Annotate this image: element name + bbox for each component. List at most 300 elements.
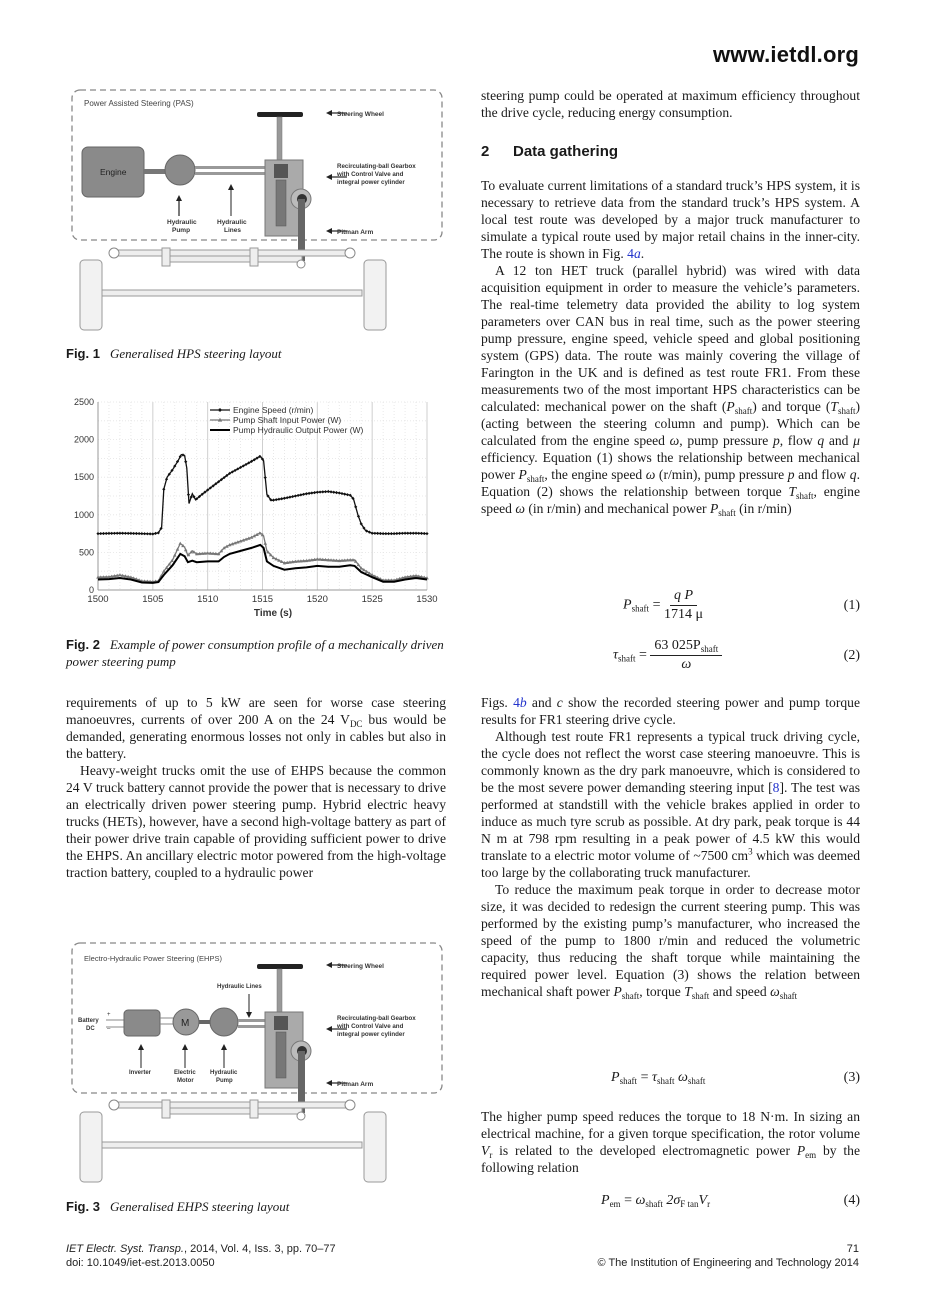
data-point [116,532,119,535]
eq-equals: = [652,597,661,613]
plus-sign: + [107,1012,111,1018]
text-run: ) and torque ( [752,399,831,414]
data-point [162,488,165,491]
y-tick-label: 500 [78,547,94,558]
text-run: , flow [779,433,818,448]
right-body-text-3 [481,1108,860,1176]
data-point [148,532,151,535]
data-point [151,532,154,535]
pump-arrow-head [176,195,182,201]
subscript: shaft [621,991,640,1001]
hydraulic-line-bottom [195,172,275,175]
pitman-arrow-head [326,228,332,234]
data-point [302,493,305,496]
text-run: . Equation (2) shows the relationship between torque [481,467,860,499]
lines-arrow-head [246,1012,252,1018]
data-point [294,494,297,497]
eq-subscript: r [707,1199,711,1209]
data-point [346,493,349,496]
text-run: , torque [639,984,685,999]
text-run: Although test route FR1 represents a typical truck driving cycle, the cycle does not reflect the worst case steering manoeuvre. This is commonly known as the dry park manoeuvre, which is considered to be the most severe power demanding steering input [ [481,729,860,795]
symbol: ω [770,984,780,999]
drag-link [162,1108,302,1114]
clamp-left [162,1100,170,1118]
figure-4b-link[interactable] [513,695,527,710]
text-run: and flow [794,467,850,482]
section-title: Data gathering [513,143,619,160]
data-point [417,532,420,535]
data-point [264,476,267,479]
data-point [143,532,146,535]
text-run: and [824,433,854,448]
data-point [107,532,110,535]
data-point [127,532,130,535]
eq-numerator: q P [670,588,697,606]
clamp-right [250,1100,258,1118]
text-run: To reduce the maximum peak torque in order to decrease motor size, it was decided to redesign the current steering pump. This was performed by the existing pump’s manufacturer, who increased the speed of the pump to 1800 r/min and reduced the volumetric capacity, thus reducing the shaft torque while maintaining the required power level. Equation (3) shows the relation between mechanical shaft power [481,882,860,999]
data-point [321,490,324,493]
data-point [132,532,135,535]
inverter-block [124,1010,160,1036]
eq-numerator [650,638,722,656]
eq-symbol: P [611,1070,620,1085]
y-tick-label: 0 [88,585,94,595]
steering-wheel [257,964,303,969]
data-point [390,532,393,535]
inverter-label: Inverter [129,1070,152,1076]
data-point [184,460,187,463]
control-valve [274,1016,288,1030]
pump-label-1: Hydraulic [167,219,197,226]
symbol: μ [853,433,860,448]
data-point [105,532,108,535]
data-point [379,532,382,535]
figure-2-caption-text: Example of power consumption profile of a mechanically driven power steering pump [66,637,444,669]
y-tick-label: 1500 [73,472,94,483]
subscript: em [805,1150,817,1160]
battery-label-1: Battery [78,1018,99,1024]
right-body-text-2 [481,694,860,1000]
engine-shaft [144,169,166,174]
equation-number: (3) [843,1070,860,1085]
data-point [398,532,401,535]
steering-column [277,117,282,162]
copyright: © The Institution of Engineering and Technology 2014 [597,1257,859,1269]
x-tick-label: 1510 [197,594,219,605]
data-point [124,532,127,535]
figure-2-caption [66,636,446,670]
y-tick-label: 2500 [73,397,94,407]
gearbox-label-3: integral power cylinder [337,1031,405,1038]
figure-3-ehps-diagram [62,938,446,1188]
data-point [409,532,412,535]
data-point [324,490,327,493]
text-run: , the engine speed [544,467,646,482]
eq-symbol: ω [635,1193,646,1208]
data-point [275,498,278,501]
lines-arrow-head [228,184,234,190]
text-run: efficiency. Equation (1) shows the relationship between mechanical power [481,450,860,482]
eq-subscript: em [609,1199,621,1209]
chart-legend [210,405,364,435]
data-point [288,496,291,499]
wheel-arrow-head [326,962,332,968]
symbol: ω [515,501,525,516]
joint-pitman [297,260,305,268]
motor-arrow-head [182,1044,188,1050]
text-run: To evaluate current limitations of a standard truck’s HPS system, it is necessary to retrieve data from the standard truck’s HPS system. A local test route was developed by a major truck manufacturer to simulate a typical route used by major retail chains in the inner-city. The route is shown in Fig. [481,178,860,261]
x-tick-label: 1500 [87,594,109,605]
data-point [154,532,157,535]
paragraph-figs [481,694,860,728]
superscript: 3 [748,846,753,857]
data-point [373,532,376,535]
data-point [382,532,385,535]
link-text: 4 [627,246,634,261]
text-run: (r/min), pump pressure [655,467,788,482]
data-point [272,499,275,502]
text-run: and speed [709,984,771,999]
link-text: 4 [513,695,520,710]
figure-1-caption-text: Generalised HPS steering layout [109,346,282,361]
symbol: ω [645,467,656,482]
data-point [318,490,321,493]
data-point [190,495,193,498]
equation-2 [481,638,860,678]
tie-rod-lower [102,290,362,296]
eq-subscript: shaft [656,1076,675,1086]
motor-symbol: M [181,1018,190,1029]
symbol: q [817,433,825,448]
equation-number: (4) [843,1193,860,1208]
symbol: T [684,984,692,999]
text-run: (in r/min) and mechanical power [524,501,710,516]
pump-label-2: Pump [216,1078,233,1084]
text-run: A 12 ton HET truck (parallel hybrid) was wired with data acquisition equipment in order to measure the vehicle’s parameters. The real-time telemetry data provided the ability to log system parameters over CAN bus in real time, such as the power steering pump pressure, engine speed, vehicle speed and global positioning system (GPS) data. The route was mainly covering the village of Farington in the UK and is defined as test route FR1. From these measurements two of the most important HPS characteristics can be calculated: mechanical power on the shaft ( [481,263,860,414]
site-url[interactable]: www.ietdl.org [712,42,859,67]
eq-denominator: ω [681,657,692,672]
text-run: , engine speed [481,484,860,516]
text-run: is related to the developed electromagnetic power [492,1143,797,1158]
y-tick-label: 1000 [73,509,94,520]
equation-number: (1) [843,598,860,613]
data-point [387,532,390,535]
data-point [297,494,300,497]
joint-left [109,1100,119,1110]
pitman-label: Pitman Arm [337,1081,374,1088]
intro-paragraph: steering pump could be operated at maximum efficiency throughout the drive cycle, reducing energy consumption. [481,88,860,120]
legend-label-3: Pump Hydraulic Output Power (W) [233,425,364,435]
tie-rod-lower [102,1142,362,1148]
data-point [338,491,341,494]
lines-label: Hydraulic Lines [217,984,262,990]
wheel-left [80,1112,102,1182]
subscript: shaft [837,406,856,416]
symbol: ω [669,433,680,448]
symbol: T [788,484,797,499]
data-point [110,532,113,535]
journal-name: IET Electr. Syst. Transp. [66,1243,184,1255]
left-paragraph-1 [66,694,446,762]
hydraulic-line-top [195,166,275,169]
text-run: by the following relation [481,1143,861,1175]
motor-label-1: Electric [174,1070,196,1076]
motor-label-2: Motor [177,1078,194,1084]
x-tick-label: 1530 [416,594,438,605]
data-point [286,496,289,499]
figure-2-label: Fig. 2 [66,637,100,652]
subscript: shaft [718,508,736,518]
figure-1-label: Fig. 1 [66,346,100,361]
data-point [280,497,283,500]
eq-denominator: 1714 μ [663,607,703,622]
legend-label-1: Engine Speed (r/min) [233,405,314,415]
data-point [406,532,409,535]
joint-right [345,1100,355,1110]
wheel-right [364,260,386,330]
text-run: c [556,695,563,710]
pas-box-title: Power Assisted Steering (PAS) [84,99,194,108]
data-point [412,532,415,535]
subscript: shaft [734,406,753,416]
data-point [135,532,138,535]
eq-symbol: P [623,597,632,613]
data-point [425,532,428,535]
pump-label-1: Hydraulic [210,1070,238,1076]
gearbox-label-1: Recirculating-ball Gearbox [337,1015,416,1022]
gearbox-label-3: integral power cylinder [337,179,405,186]
eq-symbol: P [601,1193,610,1208]
gearbox-label-2: with Control Valve and [337,171,404,178]
figure-3-label: Fig. 3 [66,1199,100,1214]
text-run: The higher pump speed reduces the torque to 18 N·m. In sizing an electrical machine, for a given torque specification, the rotor volume [481,1109,860,1141]
pump-arrow-head [221,1044,227,1050]
lines-label-1: Hydraulic [217,219,247,226]
symbol: p [772,433,780,448]
motor-shaft [199,1020,211,1024]
data-point [291,495,294,498]
subscript: shaft [526,474,545,484]
left-column-text [66,694,446,881]
journal-citation [66,1242,336,1256]
figure-1-hps-diagram [62,84,446,332]
paragraph-redesign [481,881,860,1000]
wheel-arrow-head [326,110,332,116]
text-run: Figs. [481,695,514,710]
inverter-arrow-head [138,1044,144,1050]
subscript: shaft [691,991,710,1001]
data-point [118,532,121,535]
data-point [140,532,143,535]
data-point [184,548,188,551]
data-point [113,532,116,535]
x-tick-label: 1520 [306,594,328,605]
text-run: , pump pressure [679,433,773,448]
data-point [327,490,330,493]
eq-equals: = [624,1193,632,1208]
pitman-label: Pitman Arm [337,229,374,236]
x-tick-label: 1515 [251,594,274,605]
data-point [332,491,335,494]
text-run: . [640,246,645,261]
equation-1 [481,588,860,628]
eq-num-text: 63 025P [654,638,701,653]
eq-symbol: τ [613,647,619,663]
subscript: shaft [779,991,798,1001]
ehps-box-title: Electro-Hydraulic Power Steering (EHPS) [84,954,222,963]
text-run: which was deemed too large by the collaborating truck manufacturer. [481,848,860,880]
eq-subscript: shaft [700,644,719,654]
legend-label-2: Pump Shaft Input Power (W) [233,415,342,425]
data-point [129,532,132,535]
subscript: shaft [796,491,814,501]
subscript: DC [349,719,363,729]
data-point [384,532,387,535]
wheel-right [364,1112,386,1182]
clamp-left [162,248,170,266]
eq-symbol: ω [677,1070,688,1085]
steering-wheel [257,112,303,117]
x-tick-label: 1505 [142,594,164,605]
eq-fraction [664,588,703,623]
eq-subscript: shaft [618,653,636,664]
wheel-left [80,260,102,330]
data-point [316,491,319,494]
doi[interactable]: doi: 10.1049/iet-est.2013.0050 [66,1257,215,1269]
control-valve [274,164,288,178]
text-run: (in r/min) [735,501,792,516]
link-text-italic: b [519,695,527,710]
symbol: T [830,399,838,414]
figure-2-chart [60,390,450,620]
equation-4 [481,1193,860,1233]
symbol: P [518,467,527,482]
pitman-arrow-head [326,1080,332,1086]
joint-pitman [297,1112,305,1120]
data-point [310,491,313,494]
text-run: ) (acting between the steering column and pump). Which can be calculated from the engine speed [481,399,860,448]
data-point [165,478,168,481]
data-point [340,492,343,495]
gearbox-arrow-head [326,174,332,180]
eq-subscript: shaft [619,1076,638,1086]
data-point [395,532,398,535]
equation-3 [481,1066,860,1106]
data-point [277,498,280,501]
data-point [423,532,426,535]
eq-symbol: 2σ [666,1193,681,1208]
text-run: ]. The test was performed at standstill with the vehicle brakes applied in order to induce as much tyre scrub as possible. At dry park, peak torque is 44 N m at 798 rpm resulting in a peak power of 4.5 kW this would translate to a electric motor volume of ~7500 cm [481,780,860,863]
paragraph-route [481,177,860,262]
paragraph-telemetry [481,262,860,517]
symbol: P [613,984,622,999]
text-run: and [526,695,557,710]
data-point [263,542,267,545]
footer-left [66,1242,336,1270]
data-point [403,532,406,535]
data-point [283,497,286,500]
paragraph-rotor [481,1108,860,1176]
data-point [335,491,338,494]
tie-rod-upper [112,1102,352,1108]
right-body-text-1 [481,177,860,517]
data-point [178,542,182,545]
eq-symbol: τ [651,1070,657,1085]
left-paragraph-2: Heavy-weight trucks omit the use of EHPS because the common 24 V truck battery cannot provide the power that is necessary to drive an electrically driven power steering pump. Hybrid electric heavy trucks (HETs), however, have a second high-voltage battery as part of their power drive train capable of providing sufficient power to drive the EHPS. An ancillary electric motor powered from the high-voltage traction battery, coupled to a hydraulic power [66,763,446,880]
page-number: 71 [846,1243,859,1255]
symbol: P [796,1143,806,1158]
symbol: p [787,467,795,482]
x-tick-label: 1525 [361,594,383,605]
hydraulic-pump [165,155,195,185]
eq-subscript: shaft [687,1076,706,1086]
hydraulic-pump [210,1008,238,1036]
data-point [146,532,149,535]
reference-8-link[interactable]: 8 [772,780,780,795]
equation-number: (2) [843,648,860,663]
data-point [329,490,332,493]
text-run: bus would be demanded, generating enormous losses not only in cables but also in the battery. [66,712,446,761]
data-point [354,505,357,508]
eq-equals: = [639,647,647,663]
tie-rod-upper [112,250,352,256]
gearbox-label-1: Recirculating-ball Gearbox [337,163,416,170]
eq-symbol: V [698,1193,708,1208]
x-axis-label: Time (s) [253,608,293,619]
symbol: P [726,399,735,414]
data-point [343,493,346,496]
symbol: V [481,1143,490,1158]
steering-wheel-label: Steering Wheel [337,963,384,970]
paragraph-dry-park [481,728,860,881]
eq-fraction [650,638,722,673]
data-point [187,493,190,496]
joint-left [109,248,119,258]
data-point [393,532,396,535]
data-point [96,532,99,535]
symbol: q [849,467,857,482]
data-point [121,532,124,535]
minus-sign: – [107,1026,111,1032]
eq-subscript: shaft [631,603,650,614]
gearbox-label-2: with Control Valve and [337,1023,404,1030]
figure-4-link[interactable] [627,246,641,261]
eq-equals: = [640,1070,649,1085]
data-point [102,532,105,535]
text-run: requirements of up to 5 kW are seen for worse case steering manoeuvres, currents of over 200 A on the 24 V [66,695,446,727]
eq-subscript: F tan [680,1199,699,1209]
figure-3-caption-text: Generalised EHPS steering layout [109,1199,290,1214]
joint-right [345,248,355,258]
engine-label: Engine [100,167,127,177]
data-point [99,532,102,535]
worm-gear [276,1032,286,1078]
section-heading [481,143,618,160]
data-point [313,491,316,494]
steering-wheel-label: Steering Wheel [337,111,384,118]
data-point [138,532,141,535]
data-point [401,532,404,535]
right-intro-text [481,87,860,121]
pump-label-2: Pump [172,227,191,234]
drag-link [162,256,302,262]
section-number: 2 [481,143,490,160]
eq-subscript: shaft [645,1199,663,1209]
citation-details: , 2014, Vol. 4, Iss. 3, pp. 70–77 [183,1243,336,1255]
symbol: P [709,501,719,516]
worm-gear [276,180,286,226]
data-point [376,532,379,535]
